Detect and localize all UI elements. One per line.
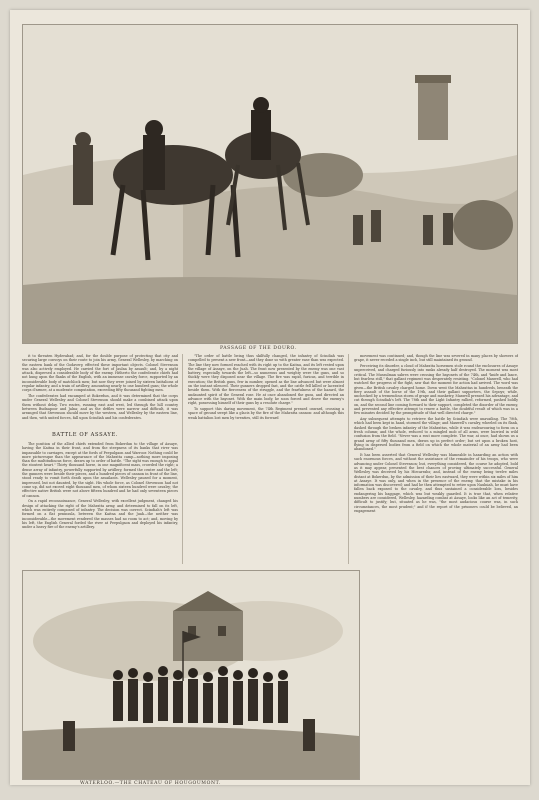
battle-of-assaye-heading: BATTLE OF ASSAYE.: [52, 432, 119, 438]
right-paragraph-3: Any subsequent attempts to retrieve the battle by Scindiah were unavailing. The 78th, which had been kept in hand, stormed the village; and Maxwell's cavalry, wheeled on its flank, dashed through the broken infantry of the Mahrattas, while it was endeavouring to form on a fresh column; and the whole, reduced to a mingled mob of all arms, were hurried in wild confusion from the field. "Never was a rout more complete. The war, at once, had shown us a grand army of fifty thousand men, drawn up in perfect order; but set upon a broken host, flying in dispersed bodies from a field on which the whole material of an army had been abandoned.": [354, 417, 518, 452]
bottom-engraving-caption: WATERLOO.—THE CHATEAU OF HOUGOUMONT.: [80, 781, 221, 785]
right-paragraph-2: Perceiving its disorder, a cloud of Mahratta horsemen stole round the enclosures of Assaye unperceived, and charged furiously into ranks already half destroyed. The moment was most critical. The Mussulman sabres were crossing the bayonets of the 74th, and "knife and lance, but fearless still," that gallant regiment was desperately resisting. "Colonel Maxwell, who had watched the progress of the fight, saw that the moment for action had arrived. The word was given—the British cavalry charged home. Down went the Mahrattas in hundreds, beneath the fiery assault of the horse of the 19th, and their gallant supporters, the Sepoys; while, unchecked by a tremendous storm of grape and musketry, Maxwell pressed his advantage, and cut through Scindiah's left. The 78th and the Light Infantry rallied, reformed, pushed boldly on, and the second line coming forward to their support, completed the disorder of the enemy, and prevented any effective attempt to renew a battle, the doubtful result of which was in a few minutes decided by the promptitude of that well directed charge.": [354, 364, 518, 416]
middle-column: [188, 354, 344, 426]
left-column-body: [22, 442, 178, 566]
column-divider-right: [348, 354, 349, 564]
middle-paragraph-1: "The order of battle being thus skilfully changed, the infantry of Scindiah was compelled to present a new front—and they done so with greater ease than was expected. The line they now formed reached with its right up to the Kaitna, and its left rested upon the village of Assaye, on the Juah. The front now presented by the enemy was one vast battery, especially towards the left—so numerous and weighty were the guns, and so thickly were they disposed near the village. The fire was rapid, furious, and terrible in execution; the British guns, few in number, opened as the line advanced but were almost on the instant silenced. Their gunners dropped fast, and the cattle fell killed or lacerated beside them. With the fierceness of the struggle, and the fearfulness of the hazard, the undaunted spirit of the General rose. He at once abandoned the guns, and directed an advance with the bayonet. With the main body, he soon forced and drove the enemy's right, possessing himself of their guns by a resolute charge.": [188, 354, 344, 406]
engraving-waterloo-hougoumont: [22, 570, 360, 780]
top-engraving-caption: PASSAGE OF THE DOURO.: [220, 346, 297, 351]
middle-paragraph-2: To support this daring movement, the 74th Regiment pressed onward, crossing a space of ground swept like a glacis by the fire of the Mahratta cannon: and although this weak battalion lost men by twenties, still its forward: [188, 407, 344, 420]
left-body-paragraph-1: The position of the allied chiefs extended from Bokerdun to the village of Assaye, having the Kaitna in their front, and from the steepness of its banks that river was impassable to carriages, except at the fords of Peepulgaon and Warroor. Nothing could be more picturesque than the appearance of the Mahratta camp—nothing more imposing than the multitudinous force, drawn up to order of battle. "The sight was enough to appal the stoutest heart." Thirty thousand horse, in one magnificent mass, crowded the right; a dense array of infantry, powerfully supported by artillery, formed the centre and the left; the gunners were beside their pieces, and a hundred pieces of cannon in front of the line, stood ready to vomit forth death upon the assailants. Wellesley paused for a moment, impressed, but not daunted, by the sight. His whole force, as Colonel Stevenson had not come up, did not exceed eight thousand men, of whom sixteen hundred were cavalry; the effective native British were not above fifteen hundred and he had only seventeen pieces of cannon.: [22, 442, 178, 498]
left-intro-paragraph-1: it to threaten Hyderabad; and, for the double purpose of protecting that city and securing large convoys on their route to join his army, General Wellesley, by marching on the eastern bank of the Godavery, effected these important objects. Colonel Stevenson was also actively employed. He carried the fort of Jaulna by assault; and, by a night attack, dispersed a considerable body of the enemy. Hitherto the confederate chiefs had not hung upon the flanks of the English, with an immense cavalry force, supported by an inconsiderable body of matchlock men; but now they were joined by sixteen battalions of regular infantry, and a train of artillery, amounting nearly to one hundred guns; the whole corps d'armee, at a moderate computation, exceeding fifty thousand fighting men.: [22, 354, 178, 393]
left-body-paragraph-2: On a rapid reconnoissance, General Wellesley, with excellent judgment, changed his design of attacking the right of the Mahratta army, and determined to fall on its left, which was entirely composed of infantry. The decision was correct. Scindiah's left was formed on a flat peninsula, between the Kaitna and the Juah—the neither was inconsiderable—the movement rendered the masses had no room to act; and, moving by his left, the English General forded the river at Peepulgaon and deployed his infantry, under a heavy fire of the enemy's artillery.: [22, 499, 178, 530]
left-column-intro: [22, 354, 178, 428]
hougoumont-illustration: [23, 571, 359, 779]
engraving-passage-of-the-douro: [22, 24, 518, 344]
column-divider-left: [182, 354, 183, 564]
right-paragraph-4: It has been asserted that General Wellesley was blameable in hazarding an action with such enormous forces, and without the assistance of the remainder of his troops, who were advancing under Colonel Stevenson; but, everything considered, the course he adopted, bold as it may appear, presented the best chances of proving ultimately successful. General Wellesley was deceived by his Hircarrahs; and, instead of the enemy being twelve miles distant at Bokerdun, by the admission of their lies eastward, they were within six miles of him at Assaye. It was only, and when in the presence of the enemy, that the mistake in his information was discovered; and had he then attempted to retire upon Naulniah, he must have fallen back exposed to the cavalry, and thus sustained a considerable loss, besides endangering his baggage, which was but weakly guarded. It is true that, when relative numbers are considered, Wellesley, hazarding combat at Assaye, looks like an act of temerity, difficult to justify; but, situated as he was, "the most audacious course was, in such circumstances, the most prudent;" and if the report of the prisoners could be believed, an engagement: [354, 453, 518, 513]
right-paragraph-1: movement was continued; and, though the line was severed in many places by showers of grape, it never receded a single inch, but still maintained its ground.: [354, 354, 518, 363]
left-intro-paragraph-2: The confederates had encamped at Bokerdun, and it was determined that the corps under General Wellesley and Colonel Stevenson should make a combined attack upon them without delay. Two routes, running east and west, led through the hill country between Budnapoor and Jalna; and as the defiles were narrow and difficult, it was arranged that Stevenson should move by the western, and Wellesley by the eastern line, and then, with united forces, fall upon Scindiah and his confederates.: [22, 394, 178, 420]
douro-illustration: [23, 25, 517, 343]
newspaper-page: [10, 10, 530, 785]
right-column: [354, 354, 518, 566]
